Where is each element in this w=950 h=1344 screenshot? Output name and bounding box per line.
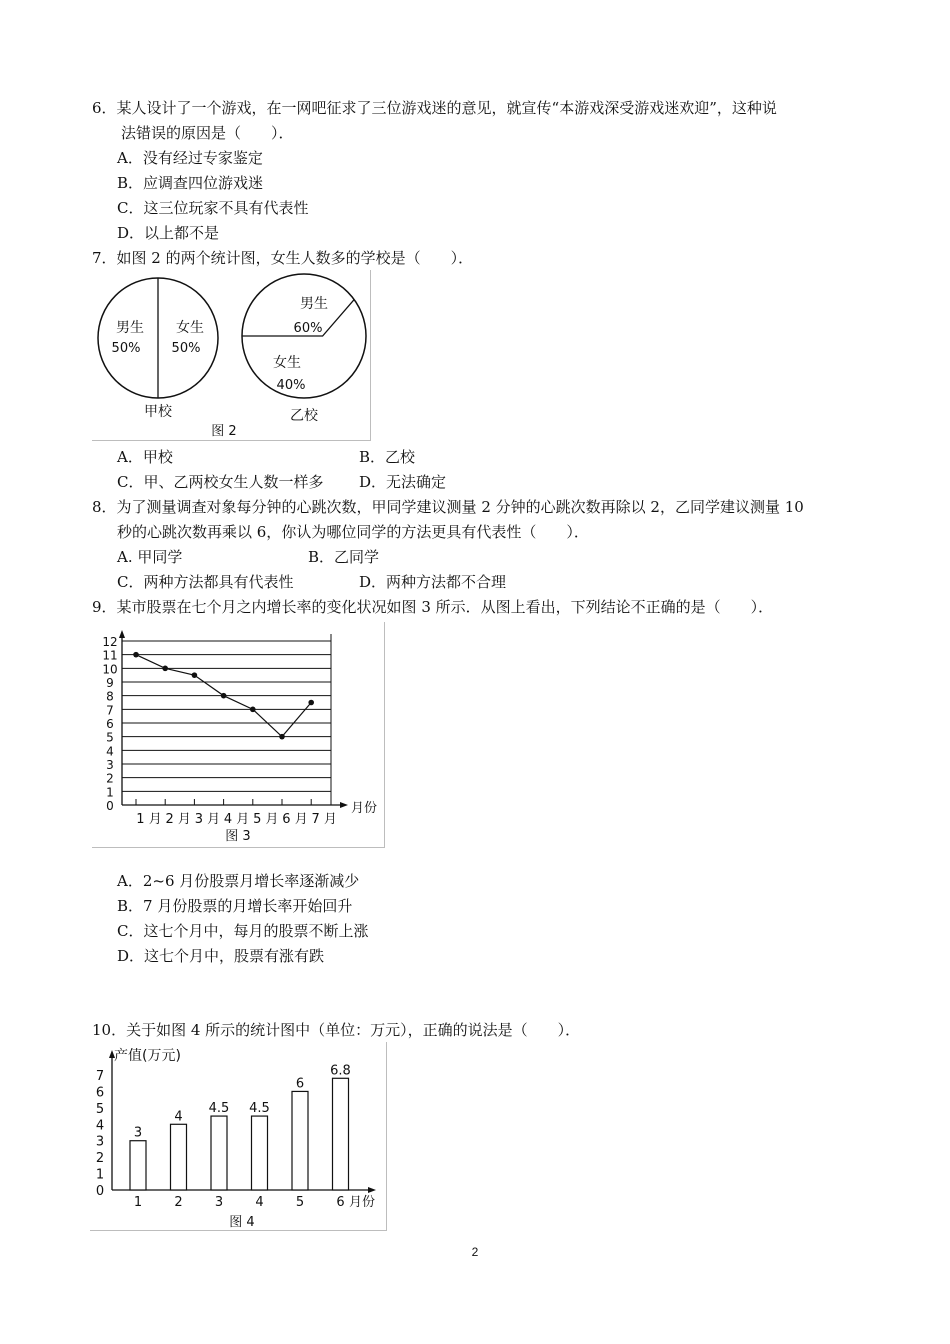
figure-3-x-tick-label: 7 月 — [311, 812, 337, 827]
figure-3-y-tick-label: 5 — [106, 730, 114, 745]
q6-option-a: A．没有经过专家鉴定 — [117, 149, 263, 167]
q7-option-d: D．无法确定 — [359, 473, 447, 491]
pie-jia-boys-label: 男生 — [116, 320, 144, 336]
figure-4-y-tick-label: 6 — [95, 1085, 105, 1101]
figure-3-y-tick-label: 10 — [102, 662, 118, 677]
figure-3-y-tick-label: 0 — [106, 799, 114, 813]
figure-3-y-tick-label: 12 — [102, 635, 118, 649]
figure-3-data-point — [192, 672, 198, 678]
figure-4-y-tick-label: 4 — [95, 1118, 105, 1134]
figure-2-caption: 图 2 — [211, 424, 237, 439]
figure-3-caption: 图 3 — [225, 829, 251, 844]
figure-3-x-tick-label: 3 月 — [194, 812, 221, 827]
pie-yi-boys-pct: 60% — [293, 321, 323, 336]
pie-jia-girls-label: 女生 — [176, 320, 204, 336]
pie-yi-girls-label: 女生 — [273, 355, 301, 371]
q9-option-a: A．2~6 月份股票月增长率逐渐减少 — [117, 872, 360, 890]
figure-3-data-point — [162, 666, 168, 672]
figure-3-svg — [92, 622, 384, 847]
figure-3-x-tick-label: 5 月 — [253, 812, 279, 827]
figure-4-y-tick-label: 1 — [95, 1167, 105, 1183]
figure-4-y-label: 产值(万元) — [114, 1048, 181, 1064]
figure-4-y-ticks — [96, 1069, 104, 1199]
q8-stem-line1: 8．为了测量调查对象每分钟的心跳次数，甲同学建议测量 2 分钟的心跳次数再除以 2，乙同学建议测量 10 — [92, 498, 804, 516]
figure-4-bar — [252, 1116, 268, 1190]
figure-4-bar — [292, 1091, 308, 1190]
q9-option-d: D．这七个月中，股票有涨有跌 — [117, 947, 325, 965]
figure-3-data-point — [133, 652, 139, 658]
q10-stem: 10．关于如图 4 所示的统计图中（单位：万元），正确的说法是（ ）． — [92, 1021, 581, 1039]
figure-4-x-tick-label: 3 — [214, 1195, 224, 1210]
figure-4-x-tick-label: 1 — [133, 1195, 143, 1210]
figure-3-y-arrow — [119, 630, 125, 638]
figure-4-x-tick-label: 4 — [255, 1195, 264, 1210]
q9-option-b: B．7 月份股票的月增长率开始回升 — [117, 897, 353, 915]
figure-3-y-tick-label: 6 — [106, 717, 114, 731]
figure-4-x-tick-label: 6 — [336, 1195, 345, 1210]
figure-3-y-tick-label: 11 — [102, 648, 118, 663]
figure-2-svg — [92, 270, 370, 440]
figure-3-x-arrow — [340, 802, 348, 808]
q7-option-b: B．乙校 — [359, 448, 416, 466]
q6-option-c: C．这三位玩家不具有代表性 — [117, 199, 309, 217]
figure-3-y-tick-label: 9 — [106, 676, 114, 690]
figure-4-bar-value-label: 4 — [174, 1109, 183, 1125]
pie-yi-school-label: 乙校 — [290, 408, 318, 424]
figure-4-bar-value-label: 3 — [133, 1125, 143, 1141]
figure-4-bar — [130, 1141, 146, 1190]
figure-4-x-arrow — [368, 1187, 376, 1193]
figure-4-x-label: 月份 — [348, 1195, 376, 1210]
q7-option-c: C．甲、乙两校女生人数一样多 — [117, 473, 324, 491]
q7-stem: 7．如图 2 的两个统计图，女生人数多的学校是（ ）． — [92, 249, 474, 267]
figure-3-y-tick-label: 4 — [106, 744, 114, 759]
figure-3-data-point — [221, 693, 227, 699]
q9-option-c: C．这七个月中，每月的股票不断上涨 — [117, 922, 369, 940]
figure-3-y-tick-label: 8 — [106, 689, 114, 704]
q6-stem-line2: 法错误的原因是（ ）． — [121, 124, 294, 142]
page-number: 2 — [471, 1245, 479, 1259]
q8-option-a: A. 甲同学 — [117, 548, 183, 566]
figure-4-bar — [211, 1116, 227, 1190]
pie-yi-girls-pct: 40% — [276, 378, 306, 393]
q6-stem-line1: 6．某人设计了一个游戏，在一网吧征求了三位游戏迷的意见，就宣传“本游戏深受游戏迷欢迎”，这种说 — [92, 99, 777, 117]
figure-4-x-ticks — [134, 1195, 345, 1210]
figure-4 — [90, 1042, 387, 1231]
q8-option-c: C．两种方法都具有代表性 — [117, 573, 294, 591]
figure-4-bar-value-label: 6.8 — [330, 1063, 351, 1079]
figure-4-y-tick-label: 3 — [95, 1134, 105, 1150]
q8-stem-line2: 秒的心跳次数再乘以 6，你认为哪位同学的方法更具有代表性（ ）． — [117, 523, 589, 541]
figure-2 — [92, 270, 371, 441]
q6-option-b: B．应调查四位游戏迷 — [117, 174, 264, 192]
q6-option-d: D．以上都不是 — [117, 224, 220, 242]
figure-4-y-tick-label: 7 — [95, 1069, 105, 1084]
figure-3-x-tick-label: 1 月 — [136, 812, 162, 827]
figure-4-bar — [171, 1124, 187, 1190]
pie-jia-girls-pct: 50% — [171, 341, 201, 356]
figure-4-y-tick-label: 5 — [95, 1101, 105, 1117]
figure-3-y-tick-label: 3 — [106, 758, 114, 772]
figure-3-x-tick-label: 6 月 — [282, 812, 308, 827]
figure-3-y-tick-label: 2 — [106, 771, 114, 786]
figure-4-y-tick-label: 0 — [95, 1184, 105, 1199]
figure-3-y-tick-label: 1 — [106, 785, 114, 800]
figure-4-bar-value-label: 6 — [295, 1076, 305, 1092]
figure-3 — [92, 622, 385, 848]
q8-option-b: B．乙同学 — [308, 548, 380, 566]
figure-3-data-point — [279, 734, 285, 740]
q7-option-a: A．甲校 — [117, 448, 173, 466]
figure-3-y-tick-label: 7 — [106, 703, 114, 718]
figure-4-svg — [90, 1042, 386, 1230]
figure-4-x-tick-label: 2 — [174, 1195, 183, 1210]
figure-4-bars — [130, 1063, 351, 1190]
pie-jia-boys-pct: 50% — [111, 341, 141, 356]
q8-option-d: D．两种方法都不合理 — [359, 573, 507, 591]
pie-jia-school-label: 甲校 — [144, 404, 172, 420]
pie-yi-boys-label: 男生 — [300, 296, 328, 312]
figure-3-x-label: 月份 — [350, 801, 378, 816]
q9-stem: 9．某市股票在七个月之内增长率的变化状况如图 3 所示．从图上看出，下列结论不正确的是（ ）． — [92, 598, 774, 616]
figure-4-x-tick-label: 5 — [295, 1195, 305, 1210]
figure-3-data-point — [250, 707, 256, 713]
figure-3-x-tick-label: 2 月 — [165, 812, 191, 827]
figure-4-bar-value-label: 4.5 — [249, 1101, 270, 1117]
figure-3-data-point — [308, 700, 314, 706]
figure-3-x-tick-label: 4 月 — [223, 812, 250, 827]
figure-4-bar-value-label: 4.5 — [208, 1101, 230, 1117]
figure-3-y-ticks — [102, 635, 117, 813]
figure-4-bar — [333, 1078, 349, 1190]
figure-4-y-tick-label: 2 — [95, 1151, 105, 1167]
figure-3-x-ticks — [136, 799, 337, 827]
figure-4-caption: 图 4 — [229, 1215, 255, 1230]
